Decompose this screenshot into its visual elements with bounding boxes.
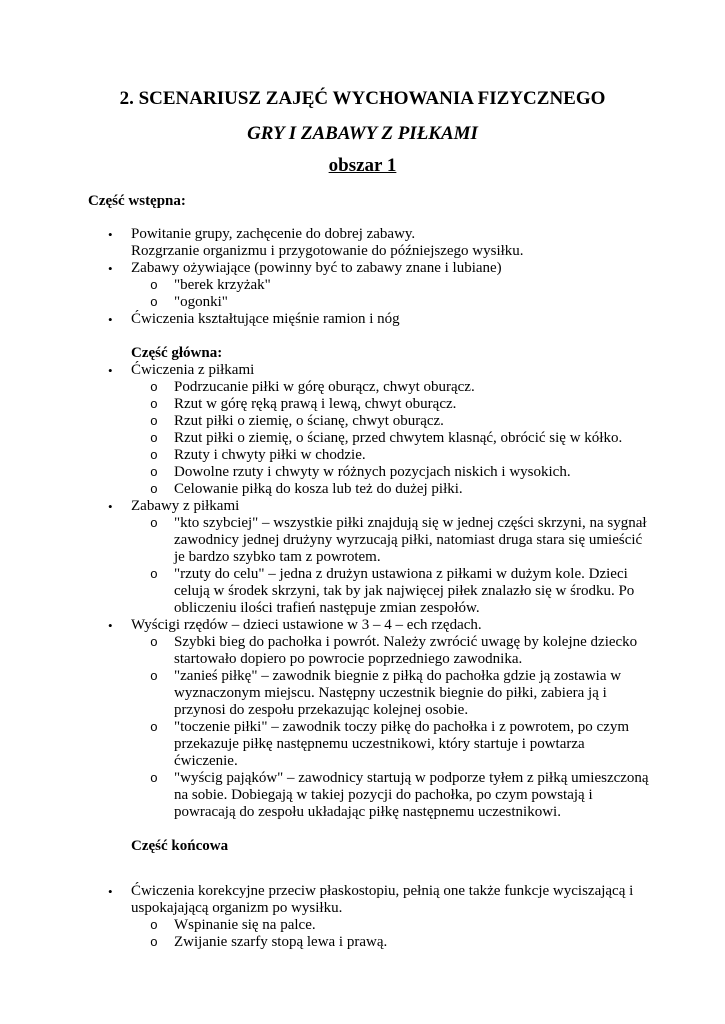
- sub-list-item: [0, 934, 725, 951]
- sub-bullet-icon: o: [150, 935, 158, 950]
- sub-list-item-continuation: [0, 583, 725, 600]
- list-item-text: Wyścigi rzędów – dzieci ustawione w 3 – 4 – ech rzędach.: [131, 617, 482, 633]
- sub-list-item-text: Rzut piłki o ziemię, o ścianę, chwyt oburącz.: [174, 413, 444, 429]
- list-item: [0, 311, 725, 328]
- document-body: [0, 226, 725, 951]
- sub-bullet-icon: o: [150, 380, 158, 395]
- sub-list-item-text: "rzuty do celu" – jedna z drużyn ustawiona z piłkami w dużym kole. Dzieci: [174, 566, 628, 582]
- sub-list-item: [0, 515, 725, 532]
- sub-list-item: [0, 396, 725, 413]
- sub-list-item-text: obliczeniu ilości trafień następuje zmian zespołów.: [174, 600, 480, 616]
- list-item-text: Ćwiczenia z piłkami: [131, 362, 255, 378]
- sub-list-item: [0, 719, 725, 736]
- sub-bullet-icon: o: [150, 278, 158, 293]
- sub-bullet-icon: o: [150, 669, 158, 684]
- sub-list-item: [0, 668, 725, 685]
- bullet-icon: •: [108, 261, 113, 276]
- sub-bullet-icon: o: [150, 516, 158, 531]
- bullet-icon: •: [108, 884, 113, 899]
- sub-list-item-continuation: [0, 651, 725, 668]
- sub-list-item-text: Szybki bieg do pachołka i powrót. Należy zwrócić uwagę by kolejne dziecko: [174, 634, 638, 650]
- sub-list-item: [0, 634, 725, 651]
- bullet-icon: •: [108, 499, 113, 514]
- sub-list-item-text: przekazuje piłkę następnemu uczestnikowi, który startuje i powtarza: [174, 736, 585, 752]
- sub-list-item-continuation: [0, 804, 725, 821]
- sub-list-item-text: "toczenie piłki" – zawodnik toczy piłkę do pachołka i z powrotem, po czym: [174, 719, 630, 735]
- list-item: [0, 883, 725, 900]
- sub-list-item-text: Dowolne rzuty i chwyty w różnych pozycjach niskich i wysokich.: [174, 464, 571, 480]
- sub-list-item-text: Celowanie piłką do kosza lub też do dużej piłki.: [174, 481, 463, 497]
- sub-list-item: [0, 917, 725, 934]
- sub-list-item-text: je bardzo szybko tam z powrotem.: [174, 549, 381, 565]
- section-heading-final: Część końcowa: [131, 838, 229, 854]
- sub-list-item-text: "berek krzyżak": [174, 277, 271, 293]
- sub-list-item: [0, 447, 725, 464]
- sub-list-item-continuation: [0, 600, 725, 617]
- sub-list-item-text: na sobie. Dobiegają w takiej pozycji do pachołka, po czym powstają i: [174, 787, 593, 803]
- sub-list-item-text: "kto szybciej" – wszystkie piłki znajdują się w jednej części skrzyni, na sygnał: [174, 515, 647, 531]
- list-item-text: Powitanie grupy, zachęcenie do dobrej zabawy.: [131, 226, 416, 242]
- section-heading-intro: Część wstępna:: [88, 193, 186, 209]
- bullet-icon: •: [108, 227, 113, 242]
- list-item-text: uspokajającą organizm po wysiłku.: [131, 900, 343, 916]
- sub-list-item-continuation: [0, 787, 725, 804]
- sub-list-item-continuation: [0, 702, 725, 719]
- sub-list-item-text: "wyścig pająków" – zawodnicy startują w podporze tyłem z piłką umieszczoną: [174, 770, 649, 786]
- list-item-text: Ćwiczenia kształtujące mięśnie ramion i nóg: [131, 311, 400, 327]
- list-item-text: Rozgrzanie organizmu i przygotowanie do późniejszego wysiłku.: [131, 243, 524, 259]
- sub-list-item: [0, 481, 725, 498]
- list-item-continuation: [0, 243, 725, 260]
- bullet-icon: •: [108, 363, 113, 378]
- sub-list-item-text: wyznaczonym miejscu. Następny uczestnik biegnie do piłki, zabiera ją i: [174, 685, 607, 701]
- sub-bullet-icon: o: [150, 465, 158, 480]
- sub-list-item-text: Rzut piłki o ziemię, o ścianę, przed chwytem klasnąć, obrócić się w kółko.: [174, 430, 623, 446]
- sub-list-item-text: celują w środek skrzyni, tak by jak najwięcej piłek znalazło się w środku. Po: [174, 583, 635, 599]
- sub-list-item-text: Wspinanie się na palce.: [174, 917, 316, 933]
- sub-list-item: [0, 294, 725, 311]
- sub-list-item-continuation: [0, 685, 725, 702]
- area-heading: obszar 1: [328, 155, 397, 176]
- sub-bullet-icon: o: [150, 431, 158, 446]
- sub-list-item: [0, 379, 725, 396]
- list-item-text: Ćwiczenia korekcyjne przeciw płaskostopiu, pełnią one także funkcje wyciszającą i: [131, 883, 634, 899]
- list-item: [0, 362, 725, 379]
- sub-list-item-text: Podrzucanie piłki w górę oburącz, chwyt oburącz.: [174, 379, 475, 395]
- sub-bullet-icon: o: [150, 397, 158, 412]
- sub-bullet-icon: o: [150, 295, 158, 310]
- sub-bullet-icon: o: [150, 918, 158, 933]
- bullet-icon: •: [108, 618, 113, 633]
- sub-list-item: [0, 413, 725, 430]
- sub-bullet-icon: o: [150, 635, 158, 650]
- list-item-continuation: [0, 900, 725, 917]
- list-item: [0, 498, 725, 515]
- section-heading-final-row: [0, 838, 725, 855]
- sub-list-item: [0, 277, 725, 294]
- list-item: [0, 226, 725, 243]
- list-item-text: Zabawy ożywiające (powinny być to zabawy znane i lubiane): [131, 260, 502, 276]
- sub-bullet-icon: o: [150, 482, 158, 497]
- list-item-text: Zabawy z piłkami: [131, 498, 240, 514]
- sub-list-item-text: startowało dopiero po powrocie poprzedniego zawodnika.: [174, 651, 523, 667]
- sub-list-item: [0, 430, 725, 447]
- document-subtitle: GRY I ZABAWY Z PIŁKAMI: [247, 123, 478, 144]
- sub-list-item: [0, 770, 725, 787]
- sub-bullet-icon: o: [150, 567, 158, 582]
- sub-list-item: [0, 566, 725, 583]
- sub-list-item-text: Rzuty i chwyty piłki w chodzie.: [174, 447, 366, 463]
- sub-bullet-icon: o: [150, 414, 158, 429]
- bullet-icon: •: [108, 312, 113, 327]
- sub-list-item-text: "ogonki": [174, 294, 228, 310]
- sub-list-item-continuation: [0, 753, 725, 770]
- sub-list-item-text: zawodnicy jednej drużyny wyrzucają piłki, natomiast druga stara się umieścić: [174, 532, 643, 548]
- document-title: 2. SCENARIUSZ ZAJĘĆ WYCHOWANIA FIZYCZNEGO: [119, 88, 606, 109]
- sub-bullet-icon: o: [150, 448, 158, 463]
- sub-list-item-continuation: [0, 549, 725, 566]
- sub-bullet-icon: o: [150, 771, 158, 786]
- section-heading-main: Część główna:: [131, 345, 223, 361]
- sub-list-item-continuation: [0, 736, 725, 753]
- sub-bullet-icon: o: [150, 720, 158, 735]
- sub-list-item: [0, 464, 725, 481]
- section-heading-main-row: [0, 345, 725, 362]
- sub-list-item-text: przynosi do zespołu przekazując kolejnej osobie.: [174, 702, 469, 718]
- list-item: [0, 260, 725, 277]
- sub-list-item-text: powracają do zespołu układając piłkę następnemu uczestnikowi.: [174, 804, 561, 820]
- sub-list-item-text: ćwiczenie.: [174, 753, 238, 769]
- sub-list-item-continuation: [0, 532, 725, 549]
- sub-list-item-text: "zanieś piłkę" – zawodnik biegnie z piłką do pachołka gdzie ją zostawia w: [174, 668, 622, 684]
- list-item: [0, 617, 725, 634]
- sub-list-item-text: Zwijanie szarfy stopą lewa i prawą.: [174, 934, 388, 950]
- sub-list-item-text: Rzut w górę ręką prawą i lewą, chwyt oburącz.: [174, 396, 457, 412]
